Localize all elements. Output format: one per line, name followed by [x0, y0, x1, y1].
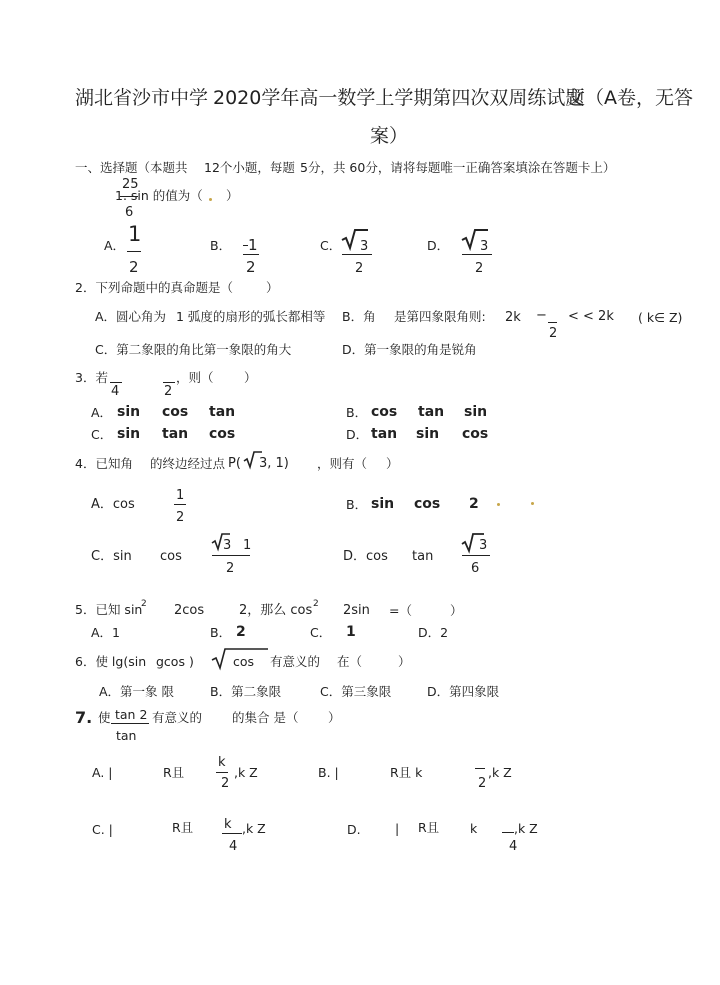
q3-option-a-1: sin [117, 404, 141, 420]
q7-option-a-label: A. | [92, 765, 113, 780]
q6-option-c: C．第三象限 [320, 684, 392, 699]
q5-close: ） [450, 603, 463, 618]
q3-option-c-2: tan [162, 426, 189, 442]
q4-option-c-label: C．sin [91, 549, 132, 564]
q4-option-c-cos: cos [160, 549, 182, 564]
q4-option-b-label: B． [346, 497, 368, 512]
q7-option-c-num: k [224, 817, 232, 832]
q4-stem: 4．已知角 [75, 456, 133, 471]
q5-option-d: D．2 [418, 625, 449, 640]
q7-option-b-bar [475, 768, 485, 769]
q3-option-d-3: cos [462, 426, 489, 442]
q1-stem: 1. sin 的值为（ [115, 188, 203, 203]
speck-mark [531, 502, 534, 505]
q4-point: P( [228, 456, 241, 471]
q3-option-b-1: cos [371, 404, 398, 420]
q3-option-d-1: tan [371, 426, 398, 442]
q5-sup-2: 2 [313, 599, 319, 609]
title-school: 湖北省沙市中学 [75, 87, 209, 109]
title-tail: 文（A卷，无答 [566, 87, 693, 109]
q5-option-a: A．1 [91, 625, 121, 640]
q1-option-d-den: 2 [475, 261, 484, 276]
q5-option-c-label: C． [310, 625, 332, 640]
q3-option-a-label: A． [91, 405, 113, 420]
q7-option-c-bar [222, 833, 242, 834]
q7-option-d-label: D. [347, 822, 361, 837]
q6-stem: 6．使 lg(sin [75, 654, 147, 669]
q3-option-b-2: tan [418, 404, 445, 420]
q3-close: ） [244, 370, 257, 385]
q1-option-a-den: 2 [129, 258, 139, 276]
speck-mark [209, 198, 212, 201]
q1-option-a-bar [127, 251, 141, 252]
q6-sqrt-body: cos [233, 654, 255, 669]
q1-option-c-bar [342, 254, 372, 255]
q6-close: ） [398, 654, 411, 669]
q7-option-b-r: R且 k [390, 765, 423, 780]
q3-option-c-1: sin [117, 426, 141, 442]
q6-stem2: gcos ) [156, 654, 194, 669]
q4-option-d-den: 6 [471, 561, 480, 576]
q7-option-a-den: 2 [221, 776, 230, 791]
q7-option-a-r: R且 [163, 765, 185, 780]
q5-option-b: 2 [236, 624, 246, 640]
q6-stem4: 在（ [337, 654, 363, 669]
section-heading: 一、选择题（本题共 [75, 160, 188, 175]
q7-option-d-bar [502, 832, 514, 833]
q7-close: ） [328, 710, 341, 725]
q1-option-b-den: 2 [246, 258, 256, 276]
q7-option-b-label: B. | [318, 765, 339, 780]
q2-option-a-rest: 1 弧度的扇形的弧长都相等 [176, 309, 326, 324]
q1-option-d-bar [462, 254, 492, 255]
q4-option-a-num: 1 [176, 488, 185, 503]
q3-option-c-3: cos [209, 426, 236, 442]
q6-stem3: 有意义的 [270, 654, 321, 669]
q2-close: ） [266, 280, 279, 295]
q4-option-c-den: 2 [226, 561, 235, 576]
q3-option-a-2: cos [162, 404, 189, 420]
q7-option-d-bar-glyph: | [395, 821, 400, 836]
q4-option-d-label: D．cos [343, 549, 388, 564]
q7-option-d-tail: ,k Z [514, 821, 538, 836]
q4-stem2: 的终边经过点 [150, 456, 226, 471]
q2-option-a: A．圆心角为 [95, 309, 167, 324]
q2-option-b-2k: 2k [505, 310, 521, 325]
q4-option-c-num-b: 1 [243, 538, 252, 553]
q3-option-c-label: C． [91, 427, 113, 442]
q3-frac1-bar [110, 382, 122, 383]
q5-mid3: 2sin [343, 603, 370, 618]
q7-frac-bar [111, 723, 149, 724]
q1-numerator: 25 [122, 177, 139, 192]
q5-mid1: 2cos [174, 603, 205, 618]
section-count: 12个小题，每题 [204, 160, 295, 175]
q2-stem: 2．下列命题中的真命题是（ [75, 280, 233, 295]
q5-eq: =（ [389, 603, 412, 618]
q1-option-a-label: A． [104, 238, 126, 253]
q5-stem: 5．已知 sin [75, 602, 143, 617]
q2-option-b-ineq: < < 2k [568, 309, 614, 324]
q7-stem: 使 [98, 710, 111, 725]
q7-option-a-num: k [218, 755, 226, 770]
q2-option-b-minus: − [536, 308, 547, 323]
q2-option-b: B．角 [342, 309, 376, 324]
q4-option-a-den: 2 [176, 510, 185, 525]
q2-option-b-den: 2 [549, 326, 558, 341]
q7-option-b-den: 2 [478, 776, 487, 791]
q5-option-c: 1 [346, 624, 356, 640]
q1-option-a-num: 1 [128, 222, 142, 246]
q4-option-a-bar [174, 504, 186, 505]
q7-frac-den: tan [116, 728, 137, 743]
q3-option-d-label: D． [346, 427, 369, 442]
q4-stem3: ，则有（ [317, 456, 368, 471]
q2-option-b-domain: ( k∈ Z) [638, 310, 683, 325]
q4-point-value: 3, 1) [259, 456, 289, 471]
q4-option-b-1: sin [371, 496, 395, 512]
q3-stem: 3．若 [75, 370, 108, 385]
q4-option-d-bar [462, 555, 490, 556]
q2-option-d: D．第一象限的角是锐角 [342, 342, 477, 357]
q7-option-d-r: R且 [418, 820, 440, 835]
q3-option-a-3: tan [209, 404, 236, 420]
q1-denominator: 6 [125, 205, 134, 220]
q2-option-b-bar [548, 322, 557, 323]
title-main: 2020学年高一数学上学期第四次双周练试题 [213, 87, 585, 109]
q1-option-d-num: 3 [480, 239, 489, 254]
q7-option-a-bar [216, 772, 228, 773]
q1-option-b-bar [243, 254, 259, 255]
q4-option-c-bar [212, 555, 250, 556]
q1-option-c-label: C． [320, 238, 342, 253]
q1-option-c-den: 2 [355, 261, 364, 276]
q4-option-d-tan: tan [412, 549, 434, 564]
q7-option-c-r: R且 [172, 820, 194, 835]
q5-mid2: 2，那么 cos [239, 603, 313, 618]
q3-option-b-label: B． [346, 405, 368, 420]
title-line2: 案） [370, 125, 409, 147]
q5-option-b-label: B． [210, 625, 232, 640]
q3-option-d-2: sin [416, 426, 440, 442]
q2-option-c: C．第二象限的角比第一象限的角大 [95, 342, 292, 357]
q3-option-b-3: sin [464, 404, 488, 420]
q1-close: ） [226, 188, 239, 203]
q1-option-d-label: D． [427, 238, 450, 253]
q1-option-b-num: 1 [248, 236, 258, 254]
q7-option-d-den: 4 [509, 839, 518, 854]
q7-option-d-k: k [470, 821, 478, 836]
q6-option-d: D．第四象限 [427, 684, 500, 699]
q7-option-c-label: C. | [92, 822, 113, 837]
q4-option-d-num: 3 [479, 538, 488, 553]
q1-option-b-label: B． [210, 238, 232, 253]
q3-frac2-bar [163, 382, 175, 383]
q7-stem2: 有意义的 [152, 710, 203, 725]
q4-close: ） [386, 456, 399, 471]
q1-option-c-num: 3 [360, 239, 369, 254]
q4-option-b-3: 2 [469, 496, 479, 512]
q7-stem3: 的集合 是（ [232, 710, 299, 725]
section-score: 5分，共 60分，请将每题唯一正确答案填涂在答题卡上） [300, 160, 616, 175]
q3-then: ，则（ [176, 370, 214, 385]
q7-frac-num: tan 2 [115, 707, 148, 722]
q7-option-c-tail: ,k Z [242, 821, 266, 836]
q7-option-b-tail: ,k Z [488, 765, 512, 780]
speck-mark [497, 503, 500, 506]
q6-option-a: A．第一象 限 [99, 684, 175, 699]
q5-sup: 2 [141, 599, 147, 609]
q7-option-a-tail: ,k Z [234, 765, 258, 780]
q4-option-c-num-a: 3 [223, 538, 232, 553]
q6-option-b: B．第二象限 [210, 684, 282, 699]
q4-option-b-2: cos [414, 496, 441, 512]
q7-number: 7. [75, 708, 93, 727]
q3-frac1-den: 4 [111, 384, 120, 399]
q2-option-b-rest: 是第四象限角则: [394, 309, 486, 324]
q3-frac2-den: 2 [164, 384, 173, 399]
q4-option-a-label: A．cos [91, 497, 135, 512]
q7-option-c-den: 4 [229, 839, 238, 854]
